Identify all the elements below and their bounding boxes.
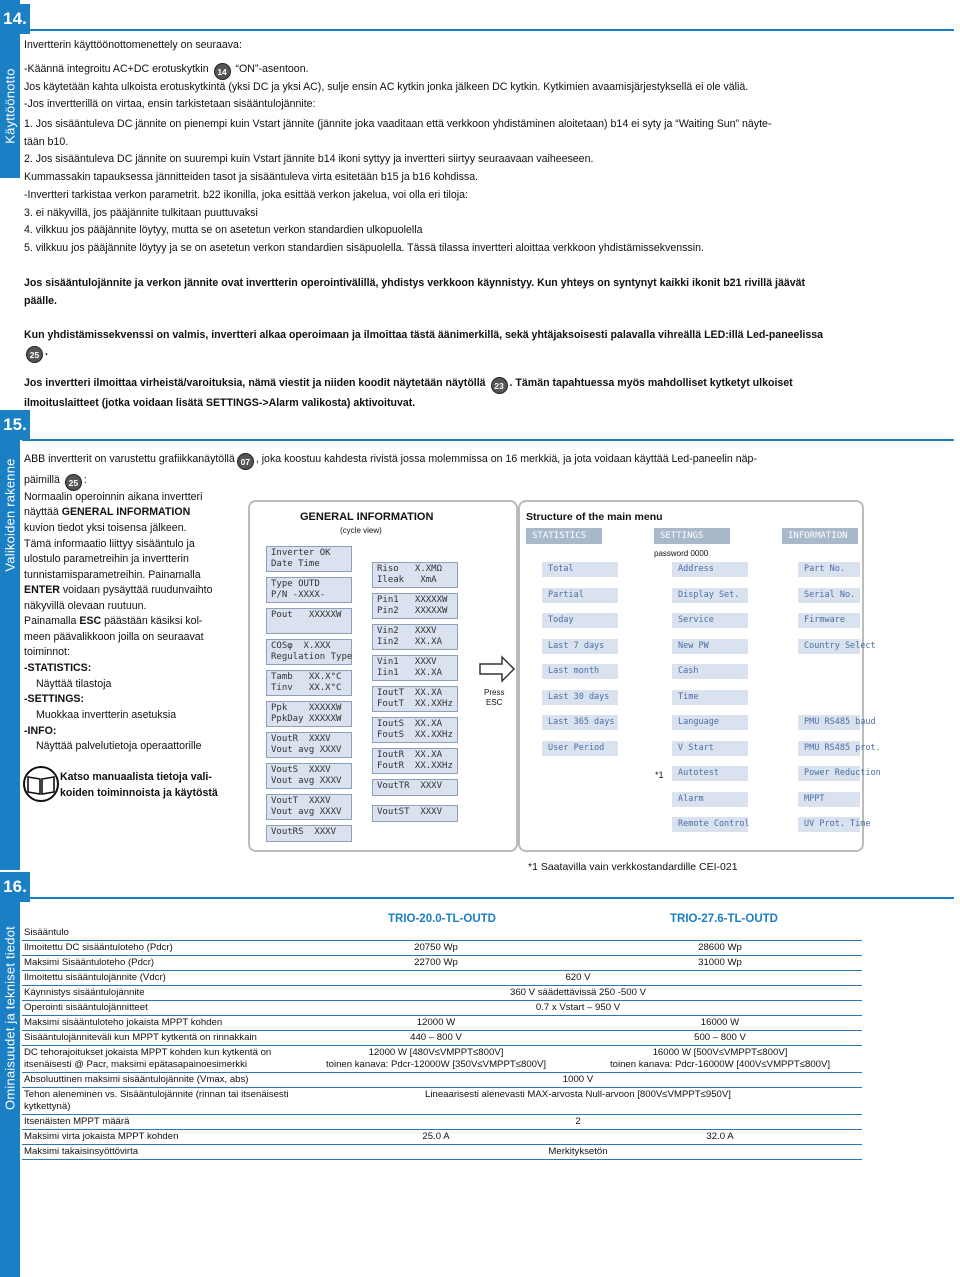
spec-row xyxy=(22,1046,862,1073)
main-menu-structure-panel xyxy=(518,500,881,852)
menu-item-information: Part No. xyxy=(798,562,860,577)
spec-row xyxy=(22,1130,862,1145)
spec-label: Ilmoitettu DC sisääntuloteho (Pdcr) xyxy=(22,941,294,956)
general-info-subtitle: (cycle view) xyxy=(340,526,382,535)
spec-row xyxy=(22,1088,862,1115)
menu-item-information: Serial No. xyxy=(798,588,860,603)
spec-label: Käynnistys sisääntulojännite xyxy=(22,986,294,1001)
menu-item-information: MPPT xyxy=(798,792,860,807)
general-info-title: GENERAL INFORMATION xyxy=(300,511,434,523)
spec-value-trio-20: 12000 W xyxy=(294,1016,578,1031)
s14-bold-2: Kun yhdistämissekvenssi on valmis, invertteri alkaa operoimaan ja ilmoittaa tästä äänimerkillä, sekä yhtäjaksoisesti palavalla vihreällä LED:illä Led-paneelissa xyxy=(24,329,824,341)
lcd-screen: Pin1 XXXXXW Pin2 XXXXXW xyxy=(372,593,458,619)
spec-label: Maksimi Sisääntuloteho (Pdcr) xyxy=(22,956,294,971)
structure-title: Structure of the main menu xyxy=(526,511,663,523)
section-rule-16 xyxy=(22,897,954,899)
menu-item-statistics: Last 7 days xyxy=(542,639,618,654)
spec-value-trio-20: 22700 Wp xyxy=(294,956,578,971)
s15-left-15: -STATISTICS: xyxy=(24,662,92,674)
spec-value-trio-27: 16000 W xyxy=(578,1016,862,1031)
spec-row xyxy=(22,941,862,956)
spec-label: Itsenäisten MPPT määrä xyxy=(22,1115,294,1130)
s15-left-5: ulostulo parametreihin ja invertterin xyxy=(24,553,189,565)
s15-intro-line-2: päimillä 25 : xyxy=(24,473,87,491)
spec-value-shared: 2 xyxy=(294,1115,862,1130)
menu-item-statistics: Today xyxy=(542,613,618,628)
s15-left-17: -SETTINGS: xyxy=(24,693,85,705)
manual-book-icon xyxy=(22,766,60,802)
s14-line-1: -Käännä integroitu AC+DC erotuskytkin 14 “ON”-asentoon. xyxy=(24,62,309,80)
lcd-screen: Ppk XXXXXW PpkDay XXXXXW xyxy=(266,701,352,727)
lcd-screen: VoutST XXXV xyxy=(372,805,458,822)
menu-item-statistics: User Period xyxy=(542,741,618,756)
menu-item-information: Country Select xyxy=(798,639,860,654)
s15-left-19: -INFO: xyxy=(24,725,57,737)
spec-head-trio-27: TRIO-27.6-TL-OUTD xyxy=(670,913,778,925)
menu-item-settings: Remote Control xyxy=(672,817,748,832)
menu-item-statistics: Last month xyxy=(542,664,618,679)
spec-value-trio-27: 31000 Wp xyxy=(578,956,862,971)
spec-value-trio-20: 440 – 800 V xyxy=(294,1031,578,1046)
menu-item-settings: Language xyxy=(672,715,748,730)
s14-bold-4: Jos invertteri ilmoittaa virheistä/varoituksia, nämä viestit ja niiden koodit näytetään näytöllä 23 . Tämän tapahtuessa myös mahdolliset kytketyt ulkoiset xyxy=(24,376,793,394)
menu-item-information: PMU RS485 baud xyxy=(798,715,860,730)
spec-row xyxy=(22,1145,862,1160)
spec-label: Absoluuttinen maksimi sisääntulojännite (Vmax, abs) xyxy=(22,1073,294,1088)
menu-head-information: INFORMATION xyxy=(782,528,858,544)
lcd-screen: Type OUTD P/N -XXXX- xyxy=(266,577,352,603)
menu-item-statistics: Partial xyxy=(542,588,618,603)
spec-value-trio-20: 25.0 A xyxy=(294,1130,578,1145)
section-label-16: Ominaisuudet ja tekniset tiedot xyxy=(2,926,18,1110)
password-note: password 0000 xyxy=(654,549,709,558)
lcd-screen: COSφ X.XXX Regulation Type xyxy=(266,639,352,665)
menu-head-settings: SETTINGS xyxy=(654,528,730,544)
s14-line-7: 2. Jos sisääntuleva DC jännite on suurempi kuin Vstart jännite b14 ikoni syttyy ja invertteri siirtyy seuraavaan vaiheeseen. xyxy=(24,153,594,165)
menu-item-settings: Service xyxy=(672,613,748,628)
lcd-screen: VoutS XXXV Vout avg XXXV xyxy=(266,763,352,789)
menu-item-settings: Cash xyxy=(672,664,748,679)
spec-value-shared: 0.7 x Vstart – 950 V xyxy=(294,1001,862,1016)
s15-left-3: kuvion tiedot yksi toisensa jälkeen. xyxy=(24,522,187,534)
spec-value-trio-27: 500 – 800 V xyxy=(578,1031,862,1046)
spec-value-trio-27: 32.0 A xyxy=(578,1130,862,1145)
section-rule-15 xyxy=(22,439,954,441)
menu-item-settings: V Start xyxy=(672,741,748,756)
section-number-15: 15. xyxy=(0,410,30,440)
menu-item-information: PMU RS485 prot. xyxy=(798,741,860,756)
icon-25: 25 xyxy=(26,346,43,363)
s15-left-20: Näyttää palvelutietoja operaattorille xyxy=(36,740,202,752)
s15-left-4: Tämä informaatio liittyy sisääntulo ja xyxy=(24,538,195,550)
s14-bold-6: ilmoituslaitteet (jotka voidaan lisätä SETTINGS->Alarm valikosta) aktivoituvat. xyxy=(24,397,416,409)
spec-value-shared: Merkityksetön xyxy=(294,1145,862,1160)
lcd-screen: IoutS XX.XA FoutS XX.XXHz xyxy=(372,717,458,743)
menu-item-settings: Time xyxy=(672,690,748,705)
section-number-14: 14. xyxy=(0,4,30,34)
lcd-screen: Vin1 XXXV Iin1 XX.XA xyxy=(372,655,458,681)
s15-left-6: tunnistamisparametreihin. Painamalla xyxy=(24,569,201,581)
s14-line-5: 1. Jos sisääntuleva DC jännite on pienempi kuin Vstart jännite (jännite joka vaaditaan että verkkoon yhdistäminen aloitetaan) b14 ei syty ja “Waiting Sun” näyte- xyxy=(24,118,772,130)
spec-label: Sisääntulo xyxy=(22,926,294,941)
s14-line-6: tään b10. xyxy=(24,136,69,148)
s15-left-9: näkyvillä olevaan ruutuun. xyxy=(24,600,147,612)
s15-left-1: näyttää GENERAL INFORMATION xyxy=(24,506,191,518)
spec-row xyxy=(22,1016,862,1031)
spec-row xyxy=(22,1115,862,1130)
menu-item-information: Power Reduction xyxy=(798,766,860,781)
lcd-screen: Riso X.XMΩ Ileak XmA xyxy=(372,562,458,588)
manual-note-1: Katso manuaalista tietoja vali- xyxy=(60,771,212,783)
structure-footnote: *1 Saatavilla vain verkkostandardille CEI-021 xyxy=(528,861,738,873)
spec-label: Sisääntulojänniteväli kun MPPT kytkentä on rinnakkain xyxy=(22,1031,294,1046)
spec-row xyxy=(22,956,862,971)
spec-row xyxy=(22,1073,862,1088)
menu-item-settings: Display Set. xyxy=(672,588,748,603)
spec-row xyxy=(22,1001,862,1016)
section-rule-14 xyxy=(22,29,954,31)
lcd-screen: Pout XXXXXW xyxy=(266,608,352,634)
spec-value-trio-27: 16000 W [500V≤VMPPT≤800V] toinen kanava: Pdcr-16000W [400V≤VMPPT≤800V] xyxy=(578,1046,862,1073)
s14-line-10: 3. ei näkyvillä, jos pääjännite tulkitaan puuttuvaksi xyxy=(24,207,258,219)
menu-item-settings: Alarm xyxy=(672,792,748,807)
s15-left-18: Muokkaa invertterin asetuksia xyxy=(36,709,177,721)
spec-label: Operointi sisääntulojännitteet xyxy=(22,1001,294,1016)
s14-line-9: -Invertteri tarkistaa verkon parametrit. b22 ikonilla, joka esittää verkon jakelua, voi olla eri tiloja: xyxy=(24,189,468,201)
lcd-screen: VoutTR XXXV xyxy=(372,779,458,796)
spec-label: Maksimi sisääntuloteho jokaista MPPT kohden xyxy=(22,1016,294,1031)
s15-left-10: Painamalla ESC päästään käsiksi kol- xyxy=(24,615,203,627)
lcd-screen: IoutT XX.XA FoutT XX.XXHz xyxy=(372,686,458,712)
icon-14: 14 xyxy=(214,63,231,80)
spec-head-trio-20: TRIO-20.0-TL-OUTD xyxy=(388,913,496,925)
spec-value-trio-27: 28600 Wp xyxy=(578,941,862,956)
spec-label: Maksimi takaisinsyöttövirta xyxy=(22,1145,294,1160)
spec-value-shared: Lineaarisesti alenevasti MAX-arvosta Null-arvoon [800V≤VMPPT≤950V] xyxy=(294,1088,862,1115)
lcd-screen: VoutT XXXV Vout avg XXXV xyxy=(266,794,352,820)
icon-07: 07 xyxy=(237,453,254,470)
lcd-screen: VoutR XXXV Vout avg XXXV xyxy=(266,732,352,758)
spec-value-shared: 1000 V xyxy=(294,1073,862,1088)
icon-23: 23 xyxy=(491,377,508,394)
spec-value-shared: 620 V xyxy=(294,971,862,986)
s15-left-0: Normaalin operoinnin aikana invertteri xyxy=(24,491,203,503)
s15-left-14: toiminnot: xyxy=(24,646,70,658)
s14-line-11: 4. vilkkuu jos pääjännite löytyy, mutta se on asetetun verkon standardien ulkopuolella xyxy=(24,224,423,236)
s14-line-3: Jos käytetään kahta ulkoista erotuskytkintä (yksi DC ja yksi AC), sulje ensin AC kytkin jonka jälkeen DC kytkin. Kytkimien avaamisjärjestyksellä ei ole väliä. xyxy=(24,81,749,93)
section-number-16: 16. xyxy=(0,872,30,902)
spec-row xyxy=(22,1031,862,1046)
menu-item-statistics: Last 365 days xyxy=(542,715,618,730)
manual-note-2: koiden toiminnoista ja käytöstä xyxy=(60,787,218,799)
spec-value-trio-20: 12000 W [480V≤VMPPT≤800V] toinen kanava: Pdcr-12000W [350V≤VMPPT≤800V] xyxy=(294,1046,578,1073)
menu-item-statistics: Total xyxy=(542,562,618,577)
icon-25b: 25 xyxy=(65,474,82,491)
menu-item-statistics: Last 30 days xyxy=(542,690,618,705)
s15-intro-line-1: ABB invertterit on varustettu grafiikkanäytöllä 07 , joka koostuu kahdesta rivistä jossa molemmissa on 16 merkkiä, ja jota voidaan käyttää Led-paneelin näp- xyxy=(24,452,757,470)
menu-item-settings: New PW xyxy=(672,639,748,654)
s14-bold-0: Jos sisääntulojännite ja verkon jännite ovat invertterin operointivälillä, yhdistys verkkoon käynnistyy. Kun yhteys on syntynyt kaikki ikonit b21 rivillä jäävät xyxy=(24,277,806,289)
spec-value-shared: 360 V säädettävissä 250 -500 V xyxy=(294,986,862,1001)
s14-line-4: -Jos invertterillä on virtaa, ensin tarkistetaan sisääntulojännite: xyxy=(24,98,316,110)
section-label-15: Valikoiden rakenne xyxy=(2,458,18,572)
lcd-screen: Vin2 XXXV Iin2 XX.XA xyxy=(372,624,458,650)
lcd-screen: IoutR XX.XA FoutR XX.XXHz xyxy=(372,748,458,774)
s14-line-8: Kummassakin tapauksessa jännitteiden tasot ja sisääntuleva virta esitetään b15 ja b16 kohdissa. xyxy=(24,171,479,183)
lcd-screen: Tamb XX.X°C Tinv XX.X°C xyxy=(266,670,352,696)
s14-line-0: Invertterin käyttöönottomenettely on seuraava: xyxy=(24,39,242,51)
spec-value-trio-27 xyxy=(578,926,862,941)
spec-label: Tehon aleneminen vs. Sisääntulojännite (rinnan tai itsenäisesti kytkettynä) xyxy=(22,1088,294,1115)
s15-left-16: Näyttää tilastoja xyxy=(36,678,112,690)
menu-item-settings: Address xyxy=(672,562,748,577)
spec-row xyxy=(22,926,862,941)
lcd-screen: VoutRS XXXV xyxy=(266,825,352,842)
star-footnote-marker: *1 xyxy=(655,770,664,780)
spec-row xyxy=(22,971,862,986)
menu-item-information: UV Prot. Time xyxy=(798,817,860,832)
section-label-14: Käyttöönotto xyxy=(2,68,18,144)
s14-bold-3: 25 . xyxy=(24,345,48,363)
spec-value-trio-20 xyxy=(294,926,578,941)
menu-item-settings: Autotest xyxy=(672,766,748,781)
arrow-right-icon xyxy=(478,655,516,683)
spec-label: Maksimi virta jokaista MPPT kohden xyxy=(22,1130,294,1145)
spec-row xyxy=(22,986,862,1001)
s15-left-7: ENTER voidaan pysäyttää ruudunvaihto xyxy=(24,584,213,596)
spec-table xyxy=(22,926,862,1160)
menu-item-information: Firmware xyxy=(798,613,860,628)
s14-line-12: 5. vilkkuu jos pääjännite löytyy ja se on asetetun verkon standardien sisäpuolella. Tässä tilassa invertteri aloittaa verkkoon yhdistämissekvenssin. xyxy=(24,242,704,254)
s14-bold-1: päälle. xyxy=(24,295,57,307)
press-esc-label: Press ESC xyxy=(484,688,505,707)
s15-left-13: meen päävalikkoon joilla on seuraavat xyxy=(24,631,204,643)
menu-head-statistics: STATISTICS xyxy=(526,528,602,544)
lcd-screen: Inverter OK Date Time xyxy=(266,546,352,572)
spec-label: DC tehorajoitukset jokaista MPPT kohden kun kytkentä on itsenäisesti @ Pacr, maksimi epätasapainoesimerkki xyxy=(22,1046,294,1073)
spec-value-trio-20: 20750 Wp xyxy=(294,941,578,956)
spec-label: Ilmoitettu sisääntulojännite (Vdcr) xyxy=(22,971,294,986)
